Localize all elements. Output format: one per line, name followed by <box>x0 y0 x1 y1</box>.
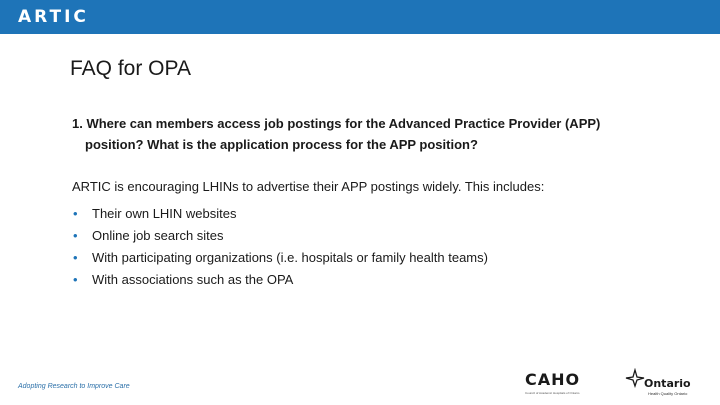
caho-subtitle: Council of Academic Hospitals of Ontario <box>525 391 580 395</box>
bullet-list <box>72 205 488 293</box>
bullet-item <box>72 271 488 293</box>
slide-title: FAQ for OPA <box>70 57 191 80</box>
intro-text: ARTIC is encouraging LHINs to advertise their APP postings widely. This includes: <box>72 179 545 194</box>
bullet-icon: • <box>73 228 78 243</box>
bullet-icon: • <box>73 272 78 287</box>
question-line-2: position? What is the application process for the APP position? <box>85 137 478 152</box>
bullet-item <box>72 205 488 227</box>
caho-wordmark: CAHO <box>525 370 581 389</box>
caho-logo <box>525 372 597 398</box>
bullet-icon: • <box>73 206 78 221</box>
ontario-wordmark: Ontario <box>644 377 691 390</box>
ontario-logo <box>624 368 710 398</box>
ontario-subtitle: Health Quality Ontario <box>648 391 688 396</box>
bullet-text: With associations such as the OPA <box>92 272 294 287</box>
bullet-icon: • <box>73 250 78 265</box>
bullet-item <box>72 249 488 271</box>
question-line-1: 1. Where can members access job postings for the Advanced Practice Provider (APP) <box>72 116 601 131</box>
bullet-text: Online job search sites <box>92 228 224 243</box>
footer-tagline: Adopting Research to Improve Care <box>18 383 130 390</box>
bullet-text: Their own LHIN websites <box>92 206 237 221</box>
trillium-icon <box>624 368 646 388</box>
artic-logo: ARTIC <box>18 7 89 27</box>
bullet-text: With participating organizations (i.e. hospitals or family health teams) <box>92 250 488 265</box>
question <box>72 113 672 155</box>
header-bar <box>0 0 720 34</box>
bullet-item <box>72 227 488 249</box>
